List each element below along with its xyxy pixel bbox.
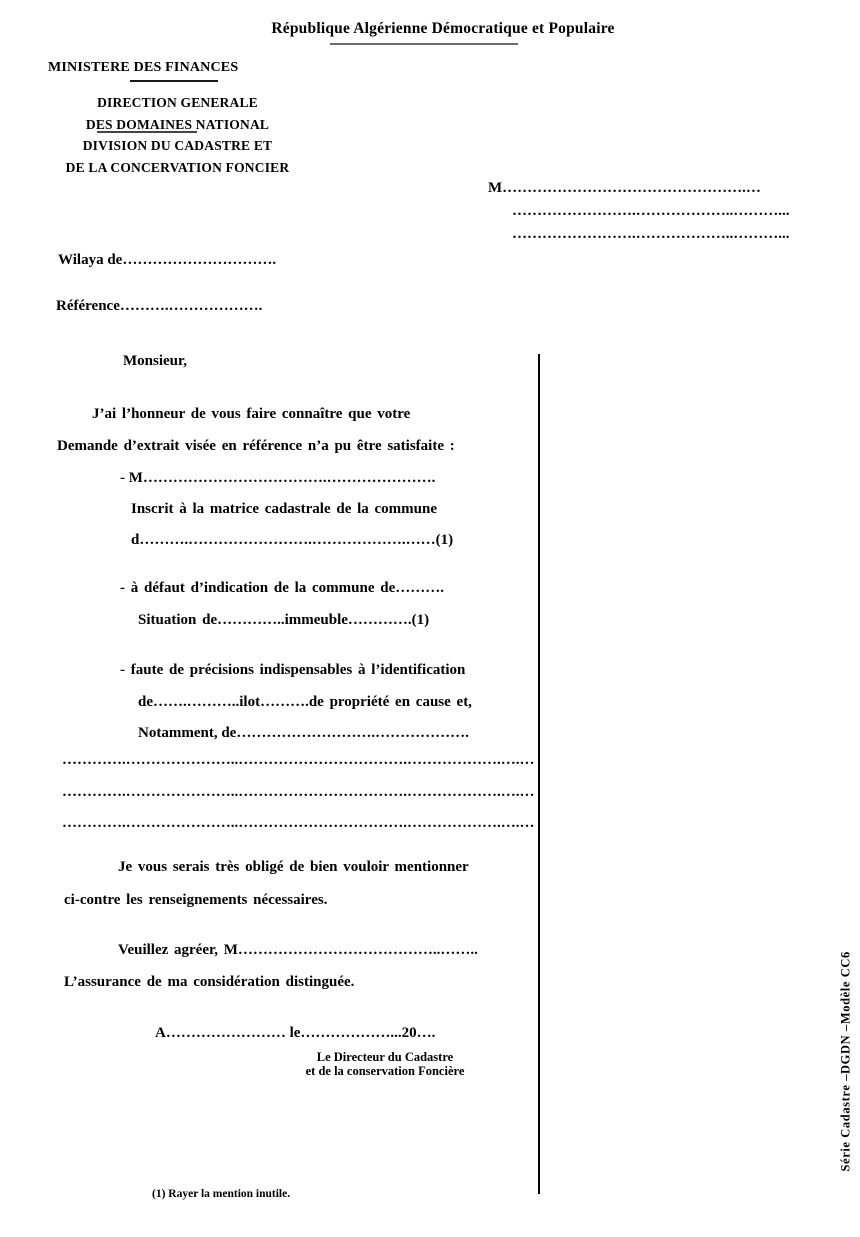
- signature-line-2: et de la conservation Foncière: [305, 1064, 465, 1078]
- paragraph2-line1: Je vous serais très obligé de bien vouloir mentionner: [118, 859, 469, 875]
- title-underline: [330, 43, 518, 45]
- item3-line3: Notamment, de……………………….……………….: [138, 725, 469, 741]
- ministry-title: MINISTERE DES FINANCES: [48, 60, 239, 75]
- recipient-line-1: M………………………………………….…: [488, 180, 761, 196]
- direction-line-3: DIVISION DU CADASTRE ET: [82, 138, 273, 153]
- direction-line-1: DIRECTION GENERALE: [97, 95, 258, 110]
- item1-line2: Inscrit à la matrice cadastrale de la commune: [131, 501, 438, 517]
- item3-line2: de…….………..ilot……….de propriété en cause et,: [138, 694, 472, 710]
- signature-block: [270, 1050, 500, 1078]
- direction-line-2: DES DOMAINES NATIONAL: [85, 116, 270, 132]
- wilaya-field: Wilaya de………………………….: [58, 252, 277, 268]
- dotted-line-3: ………….…………………..…………………………….……………….….…: [62, 815, 535, 831]
- recipient-line-2: …………………….………………..………...: [512, 203, 790, 219]
- salutation: Monsieur,: [123, 353, 188, 369]
- paragraph1-line2: Demande d’extrait visée en référence n’a pu être satisfaite :: [57, 438, 455, 454]
- item1-line1: - M……………………………….………………….: [120, 470, 436, 486]
- vertical-divider: [538, 354, 540, 1194]
- footnote: (1) Rayer la mention inutile.: [152, 1188, 291, 1200]
- item3-line1: - faute de précisions indispensables à l’identification: [120, 662, 466, 678]
- reference-field: Référence……….……………….: [56, 298, 263, 314]
- closing-line1: Veuillez agréer, M…………………………………..……..: [118, 942, 478, 958]
- direction-line-4: DE LA CONCERVATION FONCIER: [65, 159, 290, 175]
- closing-line2: L’assurance de ma considération distinguée.: [64, 974, 355, 990]
- page-title: République Algérienne Démocratique et Populaire: [271, 20, 615, 37]
- direction-underline: [97, 131, 197, 133]
- item2-line1: - à défaut d’indication de la commune de……….: [120, 580, 445, 596]
- dotted-line-2: ………….…………………..…………………………….……………….….…: [62, 784, 535, 800]
- dotted-line-1: ………….…………………..…………………………….……………….….…: [62, 752, 535, 768]
- recipient-line-3: …………………….………………..………...: [512, 226, 790, 242]
- paragraph2-line2: ci-contre les renseignements nécessaires.: [64, 892, 328, 908]
- date-place-line: A…………………… le………………...20….: [155, 1025, 436, 1041]
- paragraph1-line1: J’ai l’honneur de vous faire connaître que votre: [92, 406, 411, 422]
- direction-block: [30, 92, 325, 178]
- signature-line-1: Le Directeur du Cadastre: [316, 1050, 454, 1064]
- series-side-label: Série Cadastre –DGDN –Modèle CC6: [838, 951, 853, 1172]
- item2-line2: Situation de…………..immeuble………….(1): [138, 612, 430, 628]
- item1-line3: d……….…………………….……………….……(1): [131, 532, 454, 548]
- ministry-underline: [130, 80, 218, 82]
